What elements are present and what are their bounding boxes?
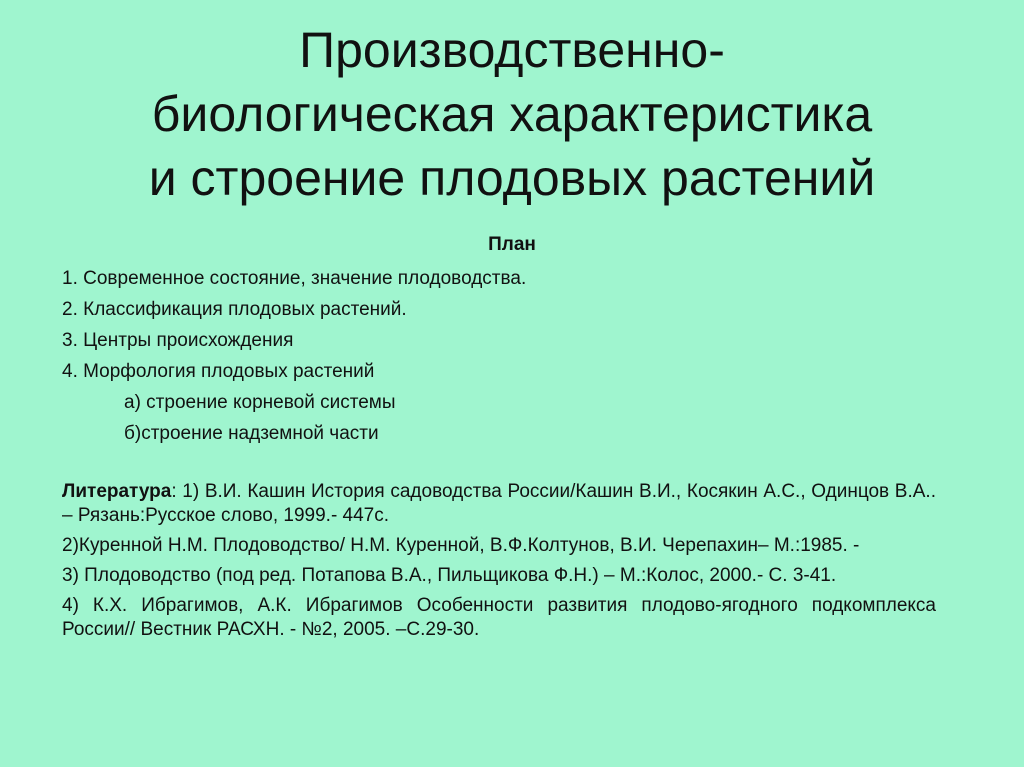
plan-heading: План xyxy=(488,234,536,255)
title-line-3: и строение плодовых растений xyxy=(148,150,876,206)
literature-label: Литература xyxy=(62,481,172,502)
plan-item: 2. Классификация плодовых растений. xyxy=(62,299,407,320)
plan-subitem: б)строение надземной части xyxy=(124,423,379,444)
title-line-2: биологическая характеристика xyxy=(151,86,873,142)
title-line-1: Производственно- xyxy=(299,22,725,78)
literature-ref-4: 4) К.Х. Ибрагимов, А.К. Ибрагимов Особенности развития плодово-ягодного подкомплекса России// Вестник РАСХН. - №2, 2005. –С.29-30. xyxy=(62,595,936,640)
plan-item: 3. Центры происхождения xyxy=(62,330,294,351)
plan-item: 4. Морфология плодовых растений xyxy=(62,361,375,382)
slide-title xyxy=(60,18,964,210)
plan-subitem: а) строение корневой системы xyxy=(124,392,396,413)
literature-ref-3: 3) Плодоводство (под ред. Потапова В.А., Пильщикова Ф.Н.) – М.:Колос, 2000.- С. 3-41. xyxy=(62,565,837,586)
literature-ref-2: 2)Куренной Н.М. Плодоводство/ Н.М. Куренной, В.Ф.Колтунов, В.И. Черепахин– М.:1985. - xyxy=(62,535,860,556)
literature-ref-1 xyxy=(62,480,936,528)
literature-ref-1-text: : 1) В.И. Кашин История садоводства России/Кашин В.И., Косякин А.С., Одинцов В.А.. – Рязань:Русское слово, 1999.- 447с. xyxy=(62,481,936,526)
plan-list xyxy=(62,263,526,449)
literature-section xyxy=(62,480,936,648)
plan-item: 1. Современное состояние, значение плодоводства. xyxy=(62,268,527,289)
